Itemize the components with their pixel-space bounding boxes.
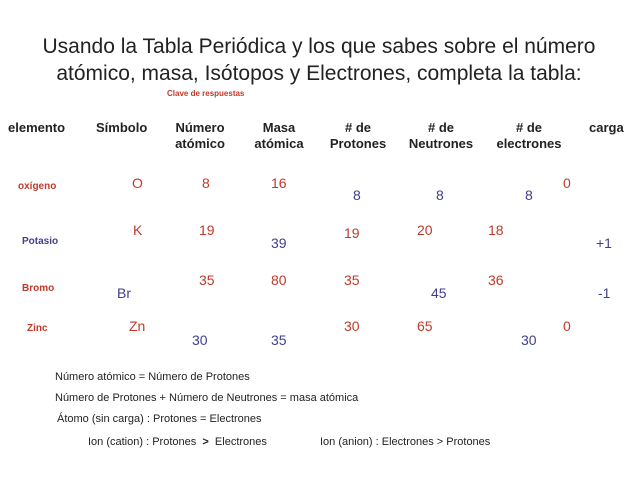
note-atomo-sin-carga: Átomo (sin carga) : Protones = Electrones bbox=[57, 413, 262, 425]
header-elemento: elemento bbox=[8, 120, 66, 135]
element-oxigeno: oxígeno bbox=[18, 181, 57, 192]
potasio-neutrones: 20 bbox=[417, 222, 433, 238]
header-protones: # de Protones bbox=[329, 120, 387, 151]
note-ion-cation: Ion (cation) : Protones > Electrones bbox=[88, 436, 267, 448]
oxigeno-numero: 8 bbox=[202, 175, 210, 191]
zinc-masa: 35 bbox=[271, 332, 287, 348]
title-line-1: Usando la Tabla Periódica y los que sabes sobre el número bbox=[42, 35, 596, 58]
zinc-protones: 30 bbox=[344, 318, 360, 334]
note-ion-anion: Ion (anion) : Electrones > Protones bbox=[320, 436, 491, 448]
header-neutrones: # de Neutrones bbox=[408, 120, 474, 151]
potasio-numero: 19 bbox=[199, 222, 215, 238]
element-zinc: Zinc bbox=[27, 323, 48, 334]
oxigeno-neutrones: 8 bbox=[436, 187, 444, 203]
note-numero-atomico: Número atómico = Número de Protones bbox=[55, 371, 250, 383]
note-masa-atomica: Número de Protones + Número de Neutrones = masa atómica bbox=[55, 392, 359, 404]
bromo-carga: -1 bbox=[598, 285, 611, 301]
bromo-masa: 80 bbox=[271, 272, 287, 288]
bromo-numero: 35 bbox=[199, 272, 215, 288]
title-line-2: atómico, masa, Isótopos y Electrones, completa la tabla: bbox=[56, 62, 582, 85]
header-masa-atomica: Masa atómica bbox=[254, 120, 304, 151]
oxigeno-electrones: 8 bbox=[525, 187, 533, 203]
answer-key-label: Clave de respuestas bbox=[167, 89, 245, 98]
bromo-protones: 35 bbox=[344, 272, 360, 288]
zinc-electrones: 30 bbox=[521, 332, 537, 348]
oxigeno-simbolo: O bbox=[132, 175, 143, 191]
zinc-simbolo: Zn bbox=[129, 318, 146, 334]
oxigeno-carga: 0 bbox=[563, 175, 571, 191]
header-carga: carga bbox=[589, 120, 624, 135]
zinc-neutrones: 65 bbox=[417, 318, 433, 334]
oxigeno-protones: 8 bbox=[353, 187, 361, 203]
bromo-neutrones: 45 bbox=[431, 285, 447, 301]
potasio-carga: +1 bbox=[596, 235, 612, 251]
zinc-numero: 30 bbox=[192, 332, 208, 348]
potasio-masa: 39 bbox=[271, 235, 287, 251]
bromo-simbolo: Br bbox=[117, 285, 131, 301]
header-electrones: # de electrones bbox=[496, 120, 562, 151]
potasio-electrones: 18 bbox=[488, 222, 504, 238]
oxigeno-masa: 16 bbox=[271, 175, 287, 191]
zinc-carga: 0 bbox=[563, 318, 571, 334]
potasio-protones: 19 bbox=[344, 225, 360, 241]
header-simbolo: Símbolo bbox=[96, 120, 148, 135]
element-bromo: Bromo bbox=[22, 283, 55, 294]
potasio-simbolo: K bbox=[133, 222, 143, 238]
header-numero-atomico: Número atómico bbox=[175, 120, 225, 151]
element-potasio: Potasio bbox=[22, 236, 59, 247]
bromo-electrones: 36 bbox=[488, 272, 504, 288]
